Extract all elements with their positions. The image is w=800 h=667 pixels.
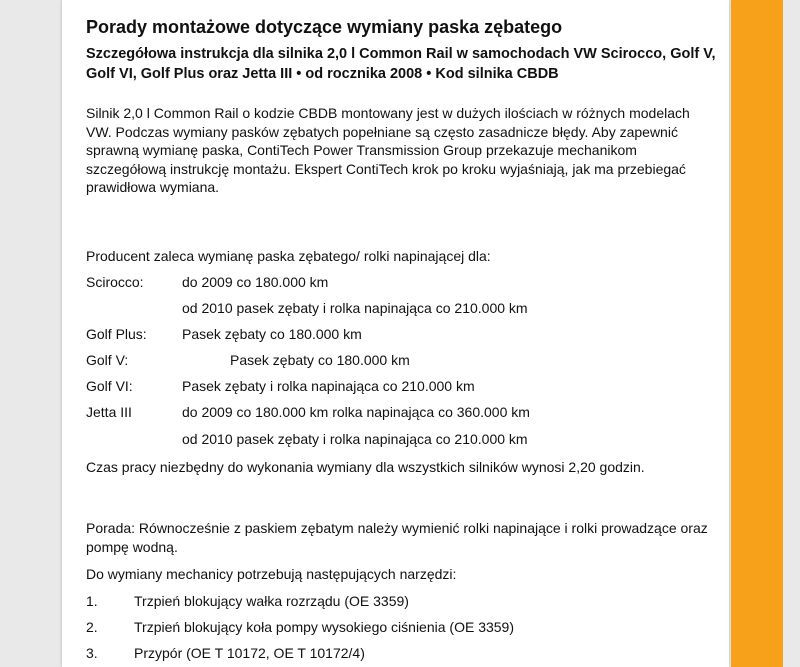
model-scirocco-line-1: do 2009 co 180.000 km — [182, 274, 329, 290]
page-title: Porady montażowe dotyczące wymiany paska zębatego — [86, 17, 563, 37]
model-label-golf-plus: Golf Plus: — [86, 326, 147, 342]
tool-number-1: 1. — [86, 593, 98, 609]
model-label-golf-v: Golf V: — [86, 352, 129, 368]
tool-text-3: Przypór (OE T 10172, OE T 10172/4) — [134, 645, 365, 661]
recommend-heading: Producent zaleca wymianę paska zębatego/ rolki napinającej dla: — [86, 248, 491, 264]
intro-paragraph: Silnik 2,0 l Common Rail o kodzie CBDB montowany jest w dużych ilościach w różnych modelach VW. Podczas wymiany pasków zębatych popełniane są często zasadnicze błędy. Aby zapewnić sprawną wymianę paska, ContiTech Power Transmission Group przekazuje mechanikom szczegółową instrukcję montażu. Ekspert ContiTech krok po kroku wyjaśniają, jak ma przebiegać prawidłowa wymiana. — [86, 105, 690, 195]
model-label-jetta-iii: Jetta III — [86, 404, 132, 420]
orange-side-stripe — [731, 0, 783, 667]
tools-heading: Do wymiany mechanicy potrzebują następujących narzędzi: — [86, 566, 457, 582]
model-scirocco-line-2: od 2010 pasek zębaty i rolka napinająca co 210.000 km — [182, 300, 528, 316]
page-subtitle: Szczegółowa instrukcja dla silnika 2,0 l Common Rail w samochodach VW Scirocco, Golf V, Golf VI, Golf Plus oraz Jetta III • od rocznika 2008 • Kod silnika CBDB — [86, 46, 716, 82]
tool-text-1: Trzpień blokujący wałka rozrządu (OE 3359) — [134, 593, 409, 609]
model-golf-vi-line-1: Pasek zębaty i rolka napinająca co 210.000 km — [182, 378, 475, 394]
tool-number-3: 3. — [86, 645, 98, 661]
model-jetta-iii-line-1: do 2009 co 180.000 km rolka napinająca co 360.000 km — [182, 404, 530, 420]
tool-number-2: 2. — [86, 619, 98, 635]
model-label-scirocco: Scirocco: — [86, 274, 144, 290]
tip-paragraph: Porada: Równocześnie z paskiem zębatym należy wymienić rolki napinające i rolki prowadzące oraz pompę wodną. — [86, 520, 708, 555]
model-jetta-iii-line-2: od 2010 pasek zębaty i rolka napinająca co 210.000 km — [182, 431, 528, 447]
model-golf-v-line-1: Pasek zębaty co 180.000 km — [230, 352, 410, 368]
model-label-golf-vi: Golf VI: — [86, 378, 133, 394]
work-time-paragraph: Czas pracy niezbędny do wykonania wymiany dla wszystkich silników wynosi 2,20 godzin. — [86, 459, 645, 475]
tool-text-2: Trzpień blokujący koła pompy wysokiego ciśnienia (OE 3359) — [134, 619, 514, 635]
model-golf-plus-line-1: Pasek zębaty co 180.000 km — [182, 326, 362, 342]
